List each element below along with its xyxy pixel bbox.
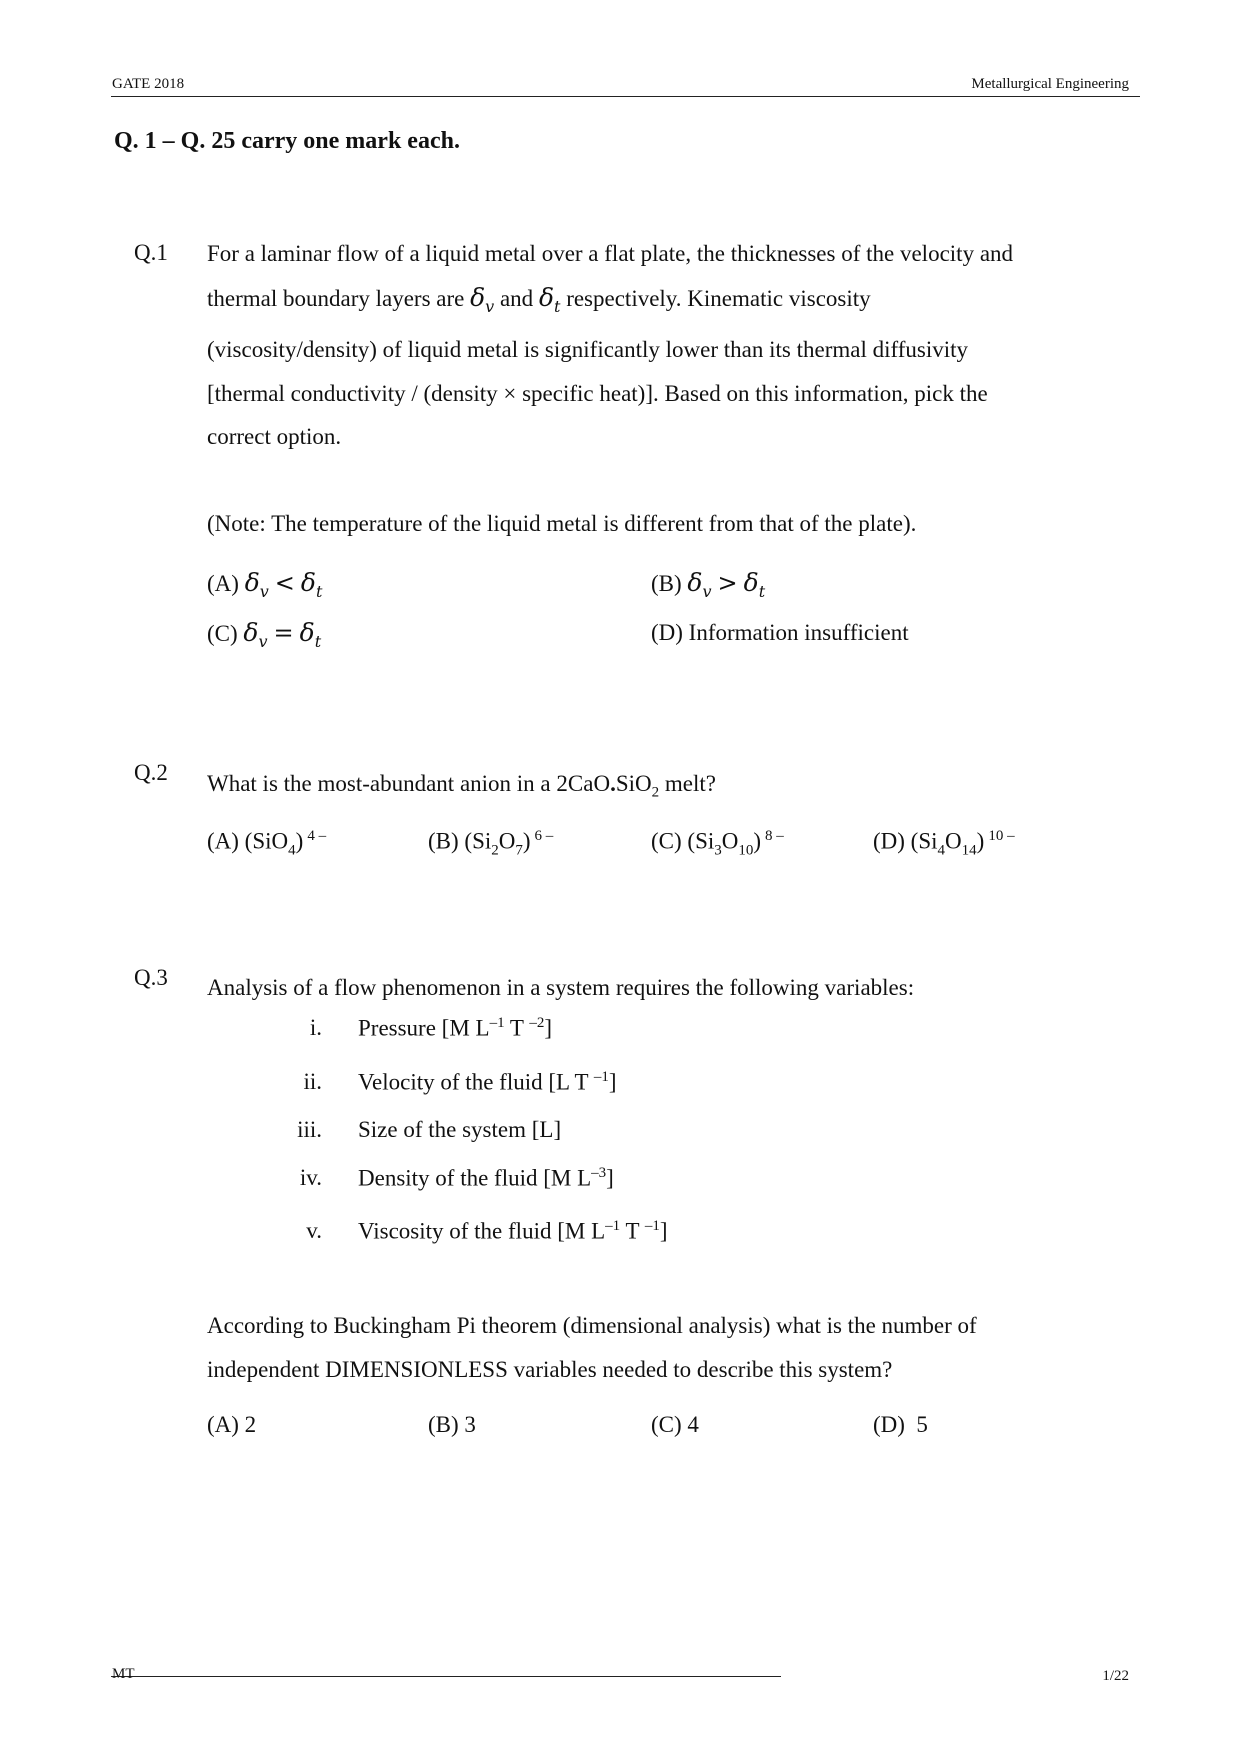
q1-option-b: (B) $\delta_v > \delta_t$ (651, 568, 766, 601)
q3-option-a: (A) 2 (207, 1412, 257, 1437)
q1-line-2: thermal boundary layers are $\delta_v$ and $\delta_t$ respectively. Kinematic viscosity (207, 282, 871, 316)
question-3-intro: Analysis of a flow phenomenon in a system requires the following variables: (207, 975, 915, 1000)
q1-line-1: For a laminar flow of a liquid metal over a flat plate, the thicknesses of the velocity and (207, 241, 1014, 266)
q2-option-d: (D) $(Si_4O_{14})$ $^{10 -}$ (873, 828, 1015, 859)
delta-v-symbol: $\delta_v$ (470, 282, 495, 316)
header-subject: Metallurgical Engineering (971, 76, 1129, 92)
footer-page-number: 1/22 (1102, 1668, 1129, 1684)
q3-item-text: Size of the system [L] (358, 1117, 562, 1142)
footer-paper-code: MT (112, 1666, 135, 1682)
question-number-3: Q.3 (134, 965, 168, 990)
q3-item-text: Velocity of the fluid [L T $^{-1}$] (358, 1069, 617, 1095)
q2-option-b: (B) $(Si_2O_7)$ $^{6 -}$ (428, 828, 554, 859)
q3-option-c: (C) 4 (651, 1412, 699, 1437)
question-1-note: (Note: The temperature of the liquid metal is different from that of the plate). (207, 511, 917, 536)
q1-line-3: (viscosity/density) of liquid metal is significantly lower than its thermal diffusivity (207, 337, 969, 362)
q1-line-4: [thermal conductivity / (density × specific heat)]. Based on this information, pick the (207, 380, 988, 406)
q3-question-line-1: According to Buckingham Pi theorem (dimensional analysis) what is the number of (207, 1313, 977, 1338)
q3-item-number: v. (306, 1218, 322, 1243)
header-exam-name: GATE 2018 (112, 76, 185, 92)
q3-item-number: iv. (299, 1165, 322, 1190)
q1-option-a: (A) $\delta_v < \delta_t$ (207, 568, 323, 601)
q2-option-c: (C) $(Si_3O_{10})$ $^{8 -}$ (651, 828, 784, 859)
q3-option-b: (B) 3 (428, 1412, 476, 1437)
q1-option-d: (D) Information insufficient (651, 620, 909, 645)
q3-item-number: i. (309, 1015, 322, 1040)
section-title: Q. 1 – Q. 25 carry one mark each. (114, 128, 460, 154)
q3-question-line-2: independent DIMENSIONLESS variables needed to describe this system? (207, 1357, 893, 1382)
header-divider (111, 96, 1140, 97)
q2-option-a: (A) (SiO$_4$) $^{4 -}$ (207, 828, 327, 859)
question-1-text (207, 232, 1107, 459)
question-number-1: Q.1 (134, 240, 168, 265)
q3-option-d: (D) 5 (873, 1412, 928, 1437)
question-number-2: Q.2 (134, 760, 168, 785)
q3-item-number: iii. (297, 1117, 322, 1142)
q1-option-c: (C) $\delta_v = \delta_t$ (207, 618, 322, 651)
q3-item-number: ii. (303, 1069, 322, 1094)
q3-item-text: Density of the fluid [M $L^{-3}$] (358, 1165, 614, 1191)
q3-item-text: Pressure [M $L^{-1}$ T $^{-2}$] (358, 1015, 552, 1041)
delta-t-symbol: $\delta_t$ (538, 282, 561, 316)
q1-line-5: correct option. (207, 424, 342, 449)
q3-item-text: Viscosity of the fluid [M $L^{-1}$ T $^{-1}$] (358, 1218, 668, 1244)
question-2-text: What is the most-abundant anion in a 2CaO.SiO$_2$ melt? (207, 771, 716, 801)
question-3-text (207, 1304, 1107, 1392)
footer-divider (111, 1676, 781, 1677)
